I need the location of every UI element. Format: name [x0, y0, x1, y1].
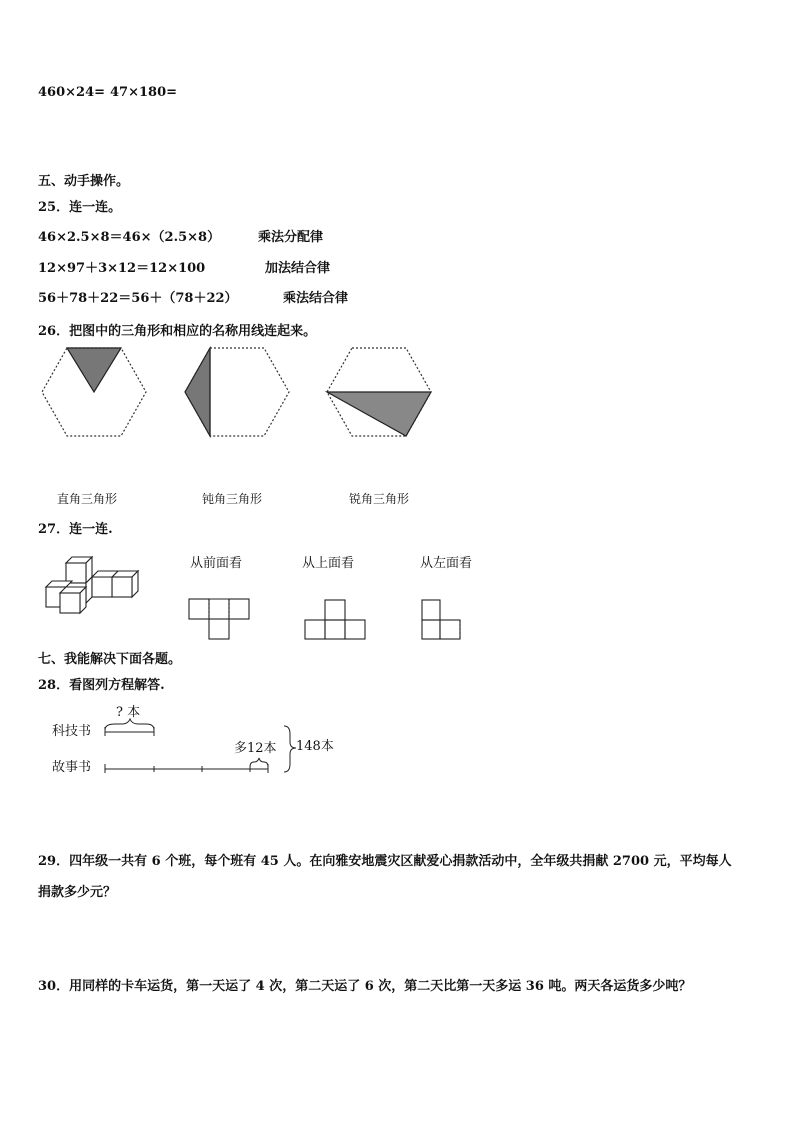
view-left-label: 从左面看: [420, 556, 473, 571]
left-view-shape: [421, 599, 465, 641]
hexagon-figure-2: [183, 346, 291, 440]
triangle-name-right: 直角三角形: [57, 492, 118, 506]
q25-title: 25．连一连。: [38, 200, 122, 215]
exercise-1: 460×24=: [38, 85, 106, 100]
line-segment-diagram: [100, 716, 300, 776]
view-front-label: 从前面看: [190, 556, 243, 571]
q27-title: 27．连一连.: [38, 522, 113, 537]
front-view-shape: [188, 598, 252, 640]
q29-line-2: 捐款多少元？: [38, 885, 117, 900]
unknown-label: ? 本: [116, 705, 141, 720]
q28-title: 28．看图列方程解答.: [38, 678, 165, 693]
q25-left-3: 56＋78＋22＝56＋（78＋22）: [38, 291, 238, 306]
q25-right-2: 加法结合律: [265, 261, 331, 276]
cube-stack-figure: [42, 555, 142, 625]
row-label-story: 故事书: [52, 760, 92, 775]
q25-right-3: 乘法结合律: [283, 291, 349, 306]
q25-left-2: 12×97＋3×12＝12×100: [38, 261, 206, 276]
triangle-name-acute: 锐角三角形: [349, 492, 410, 506]
section-5-title: 五、动手操作。: [38, 174, 130, 189]
view-top-label: 从上面看: [302, 556, 355, 571]
q30-text: 30．用同样的卡车运货，第一天运了 4 次，第二天运了 6 次，第二天比第一天多运 36 吨。两天各运货多少吨？: [38, 979, 692, 994]
hexagon-figure-3: [325, 346, 433, 440]
hexagon-figure-1: [40, 346, 148, 440]
total-label: 148本: [296, 739, 334, 754]
q29-line-1: 29．四年级一共有 6 个班，每个班有 45 人。在向雅安地震灾区献爱心捐款活动中，全年级共捐献 2700 元，平均每人: [38, 854, 732, 869]
exercise-2: 47×180=: [110, 85, 178, 100]
top-view-shape: [304, 599, 368, 641]
row-label-science: 科技书: [52, 724, 92, 739]
q25-right-1: 乘法分配律: [258, 230, 324, 245]
section-7-title: 七、我能解决下面各题。: [38, 652, 182, 667]
triangle-name-obtuse: 钝角三角形: [202, 492, 263, 506]
more-label: 多12本: [234, 741, 277, 756]
q26-title: 26．把图中的三角形和相应的名称用线连起来。: [38, 324, 317, 339]
q25-left-1: 46×2.5×8＝46×（2.5×8）: [38, 230, 221, 245]
